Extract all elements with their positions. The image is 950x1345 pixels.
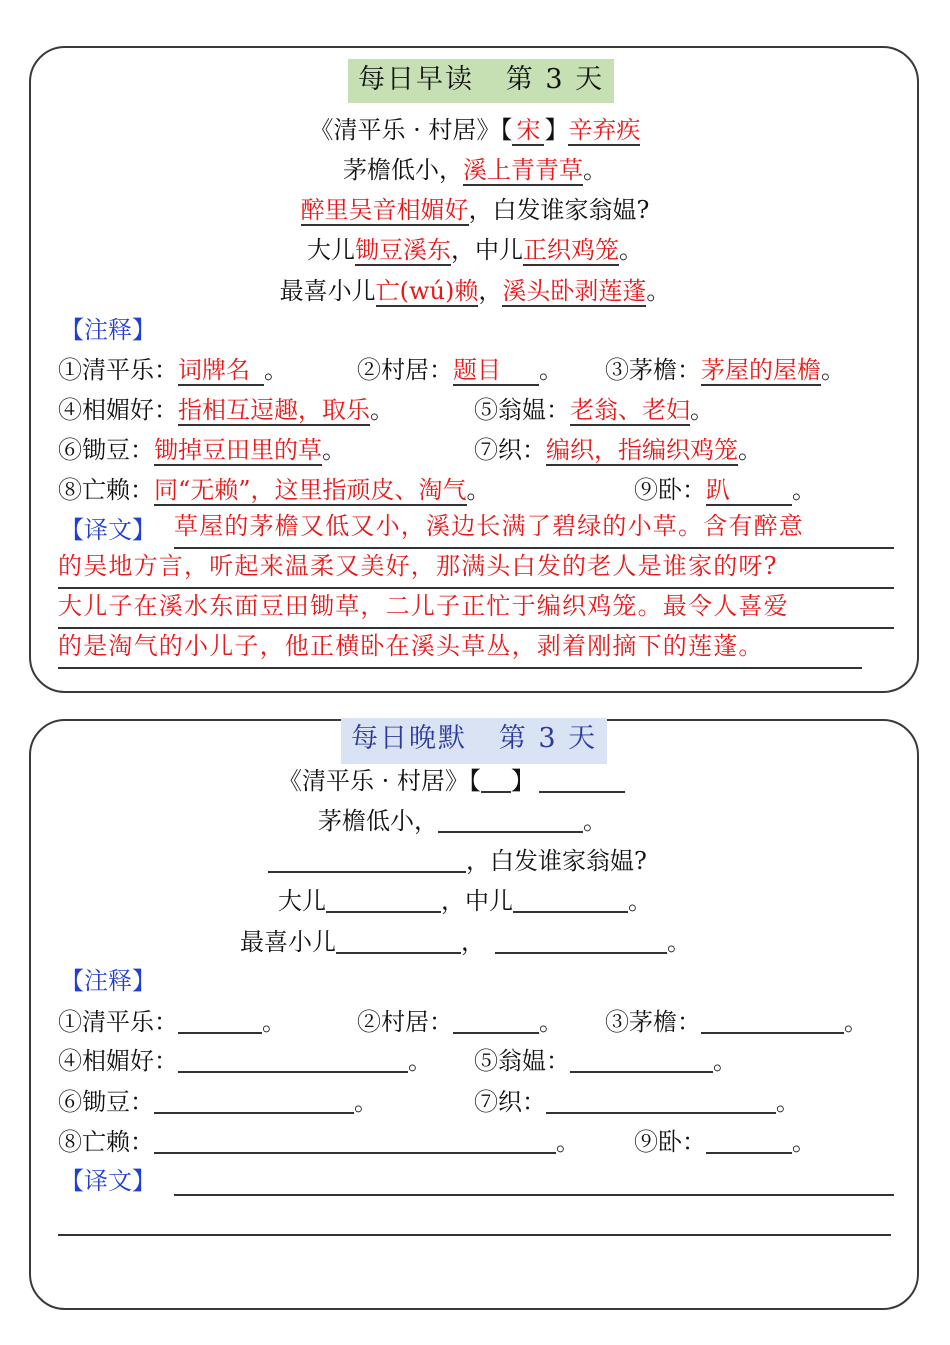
note-label: ⑨卧： — [634, 1128, 706, 1156]
note-1 — [58, 355, 288, 386]
note-4 — [58, 395, 394, 426]
note-5 — [474, 395, 714, 426]
note-label: ⑦织： — [474, 1088, 546, 1116]
note-answer: 同“无赖”，这里指顽皮、淘气 — [154, 476, 467, 504]
author-answer: 辛弃疾 — [568, 116, 641, 144]
note-blank[interactable] — [453, 1008, 539, 1034]
evening-note-9 — [634, 1127, 816, 1157]
note-answer: 趴 — [706, 476, 792, 506]
evening-note-6 — [58, 1087, 378, 1117]
note-blank[interactable] — [546, 1088, 776, 1114]
note-label: ④相媚好： — [58, 1047, 178, 1075]
note-answer: 茅屋的屋檐 — [701, 356, 821, 384]
poem-text: ，中儿 — [451, 236, 523, 264]
poem-answer: 溪头卧剥莲蓬 — [502, 277, 647, 305]
evening-note-2 — [357, 1007, 563, 1037]
note-label: ②村居： — [357, 356, 453, 384]
note-end: 。 — [713, 1047, 737, 1075]
poem-blank[interactable] — [336, 928, 461, 954]
poem-text: 。 — [583, 156, 607, 184]
poem-text: 。 — [619, 236, 643, 264]
note-blank[interactable] — [178, 1047, 408, 1073]
note-end: 。 — [821, 356, 845, 384]
note-blank[interactable] — [154, 1128, 556, 1154]
note-9 — [634, 475, 816, 506]
note-label: ⑦织： — [474, 436, 546, 464]
poem-answer: 正织鸡笼 — [523, 236, 619, 264]
note-label: ①清平乐： — [58, 356, 178, 384]
dynasty-answer: 宋 — [512, 116, 544, 146]
author-blank[interactable] — [539, 767, 625, 793]
note-label: ⑨卧： — [634, 476, 706, 504]
note-end: 。 — [370, 396, 394, 424]
note-end: 。 — [738, 436, 762, 464]
evening-poem-line-4 — [240, 927, 691, 957]
note-answer: 老翁、老妇 — [570, 396, 690, 424]
poem-text: 大儿 — [278, 887, 326, 915]
note-end: 。 — [408, 1047, 432, 1075]
poem-text: ， — [478, 277, 503, 305]
note-label: ⑤翁媪： — [474, 1047, 570, 1075]
poem-text: 茅檐低小， — [318, 807, 438, 835]
note-label: ⑥锄豆： — [58, 1088, 154, 1116]
poem-text: 。 — [646, 277, 671, 305]
note-label: ⑧亡赖： — [58, 1128, 154, 1156]
evening-poem-line-1 — [318, 806, 607, 836]
poem-line-4 — [0, 276, 950, 307]
poem-text: 。 — [667, 928, 691, 956]
translation-line-3: 大儿子在溪水东面豆田锄草，二儿子正忙于编织鸡笼。最令人喜爱 — [58, 589, 894, 629]
note-end: 。 — [792, 476, 816, 504]
poem-text: 大儿 — [307, 236, 355, 264]
note-end: 。 — [539, 1008, 563, 1036]
translation-line-4: 的是淘气的小儿子，他正横卧在溪头草丛，剥着刚摘下的莲蓬。 — [58, 629, 862, 669]
note-end: 。 — [792, 1128, 816, 1156]
poem-blank[interactable] — [513, 887, 628, 913]
evening-note-8 — [58, 1127, 580, 1157]
note-label: ②村居： — [357, 1008, 453, 1036]
note-end: 。 — [466, 476, 491, 504]
evening-note-3 — [605, 1007, 868, 1037]
evening-poem-line-2 — [268, 846, 647, 876]
dynasty-blank[interactable] — [481, 767, 511, 793]
note-end: 。 — [556, 1128, 580, 1156]
note-answer: 编织，指编织鸡笼 — [546, 436, 738, 464]
note-end: 。 — [354, 1088, 378, 1116]
evening-title: 每日晚默 第 3 天 — [341, 718, 607, 764]
translation-label: 【译文】 — [60, 516, 156, 544]
note-end: 。 — [264, 356, 288, 384]
evening-note-4 — [58, 1046, 432, 1076]
note-label: ①清平乐： — [58, 1008, 178, 1036]
evening-poem-heading — [278, 766, 625, 796]
poem-heading — [0, 115, 950, 146]
note-3 — [605, 355, 845, 386]
poem-answer: 溪上青青草 — [463, 156, 583, 184]
note-answer: 指相互逗趣，取乐 — [178, 396, 370, 424]
note-2 — [357, 355, 563, 386]
note-blank[interactable] — [570, 1047, 713, 1073]
poem-line-1 — [0, 155, 950, 186]
poem-blank[interactable] — [438, 807, 583, 833]
evening-note-1 — [58, 1007, 286, 1037]
note-label: ⑥锄豆： — [58, 436, 154, 464]
poem-line-3 — [0, 235, 950, 266]
note-end: 。 — [262, 1008, 286, 1036]
note-6 — [58, 435, 346, 466]
bracket-close: 】 — [544, 116, 569, 144]
note-answer: 题目 — [453, 356, 539, 386]
evening-note-5 — [474, 1046, 737, 1076]
evening-notes-label: 【注释】 — [60, 967, 156, 995]
note-label: ③茅檐： — [605, 356, 701, 384]
poem-text: ，白发谁家翁媪? — [468, 196, 650, 224]
poem-text: ， — [461, 928, 485, 956]
poem-answer: 亡(wú)赖 — [375, 277, 479, 305]
poem-text: 。 — [583, 807, 607, 835]
note-label: ⑤翁媪： — [474, 396, 570, 424]
evening-translation-label: 【译文】 — [60, 1167, 156, 1195]
evening-poem-line-3 — [278, 886, 652, 916]
morning-title: 每日早读 第 3 天 — [348, 59, 614, 103]
note-end: 。 — [322, 436, 346, 464]
translation-blank-2[interactable] — [58, 1234, 891, 1236]
note-label: ④相媚好： — [58, 396, 178, 424]
poem-answer: 醉里吴音相媚好 — [300, 196, 469, 224]
poem-title-text: 《清平乐 · 村居》【 — [309, 116, 513, 144]
note-blank[interactable] — [706, 1128, 792, 1154]
note-end: 。 — [844, 1008, 868, 1036]
poem-answer: 锄豆溪东 — [355, 236, 451, 264]
translation-blank-1[interactable] — [174, 1194, 894, 1196]
translation-line-1: 草屋的茅檐又低又小，溪边长满了碧绿的小草。含有醉意 — [174, 509, 894, 549]
poem-line-2 — [0, 195, 950, 226]
note-7 — [474, 435, 762, 466]
note-end: 。 — [776, 1088, 800, 1116]
poem-blank[interactable] — [268, 847, 466, 873]
poem-text: 最喜小儿 — [279, 277, 376, 305]
note-answer: 锄掉豆田里的草 — [154, 436, 322, 464]
poem-text: 最喜小儿 — [240, 928, 336, 956]
note-end: 。 — [539, 356, 563, 384]
note-answer: 词牌名 — [178, 356, 264, 386]
poem-title-text: 《清平乐 · 村居》【 — [278, 767, 481, 795]
poem-text: 。 — [628, 887, 652, 915]
note-label: ③茅檐： — [605, 1008, 701, 1036]
note-label: ⑧亡赖： — [58, 476, 154, 504]
notes-label: 【注释】 — [60, 316, 156, 344]
poem-blank[interactable] — [495, 928, 667, 954]
note-blank[interactable] — [154, 1088, 354, 1114]
translation-line-2: 的吴地方言，听起来温柔又美好，那满头白发的老人是谁家的呀? — [58, 549, 894, 589]
evening-note-7 — [474, 1087, 800, 1117]
note-8 — [58, 475, 491, 506]
note-blank[interactable] — [701, 1008, 844, 1034]
poem-text: ，白发谁家翁媪? — [466, 847, 647, 875]
poem-text: 茅檐低小， — [343, 156, 463, 184]
poem-blank[interactable] — [326, 887, 441, 913]
bracket-close: 】 — [510, 767, 535, 795]
note-end: 。 — [690, 396, 714, 424]
note-blank[interactable] — [178, 1008, 262, 1034]
poem-text: ，中儿 — [441, 887, 513, 915]
